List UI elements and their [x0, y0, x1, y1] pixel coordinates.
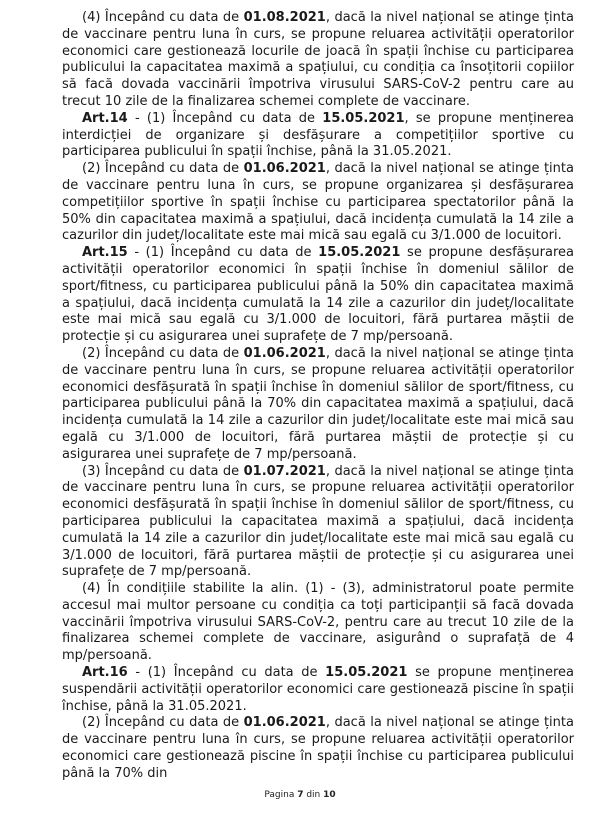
bold-text: Art.15 — [82, 245, 128, 261]
footer-page-number: 7 — [297, 790, 304, 800]
text-run: - (1) Începând cu data de — [127, 665, 326, 681]
footer-total-pages: 10 — [323, 790, 336, 800]
text-run: (4) Începând cu data de — [82, 10, 244, 25]
text-run: - (1) Începând cu data de — [127, 110, 323, 126]
text-run: , dacă la nivel național se atinge ținta de vaccinare pentru luna în curs, se propune reluarea activității operatorilor economici care gestionează locurile de joacă în spații închise cu participarea publicului la capacitatea maximă a spațiului, cu condiția ca însoțitorii copiilor să facă dovada vaccinării împotriva virusului SARS-CoV-2 pentru care au trecut 10 zile de la finalizarea schemei complete de vaccinare. — [62, 10, 574, 109]
document-body — [62, 10, 574, 783]
paragraph — [62, 10, 574, 111]
text-run: se propune desfășurarea activității operatorilor economici în spații închise în domeniul sălilor de sport/fitness, cu participarea publicului până la 50% din capacitatea maximă a spațiului, dacă incidența cumulată la 14 zile a cazurilor din județ/localitate este mai mică sau egală cu 3/1.000 de locuitori, fără purtarea măștii de protecție și cu asigurarea unei suprafețe de 7 mp/persoană. — [62, 245, 574, 345]
footer-prefix: Pagina — [264, 790, 298, 800]
paragraph — [62, 346, 574, 464]
text-run: - (1) Începând cu data de — [127, 245, 319, 261]
text-run: , dacă la nivel național se atinge ținta de vaccinare pentru luna în curs, se propune reluarea activității operatorilor economici desfășurată în spații închise în domeniul sălilor de sport/fitness, cu participarea publicului până la 70% din capacitatea maximă a spațiului, dacă incidența cumulată la 14 zile a cazurilor din județ/localitate este mai mică sau egală cu 3/1.000 de locuitori, fără purtarea măștii de protecție și cu asigurarea unei suprafețe de 7 mp/persoană. — [62, 345, 574, 462]
bold-text: 01.06.2021 — [243, 161, 326, 177]
bold-text: 01.06.2021 — [243, 715, 326, 731]
paragraph — [62, 161, 574, 245]
text-run: (3) Începând cu data de — [82, 463, 244, 479]
text-run: , dacă la nivel național se atinge ținta de vaccinare pentru luna în curs, se propune organizarea și desfășurarea competițiilor sportive în spații închise cu participarea spectatorilor până la 50% din capacitatea maximă a spațiului, dacă incidența cumulată la 14 zile a cazurilor din județ/localitate este mai mică sau egală cu 3/1.000 de locuitori. — [62, 161, 574, 244]
bold-text: 15.05.2021 — [325, 665, 408, 681]
text-run: (2) Începând cu data de — [82, 715, 244, 731]
text-run: se propune menținerea suspendării activității operatorilor economici care gestionează piscine în spații închise, până la 31.05.2021. — [62, 665, 574, 714]
text-run: , se propune menținerea interdicției de organizare și desfășurare a competițiilor sportive cu participarea publicului în spații închise, până la 31.05.2021. — [62, 110, 574, 160]
paragraph — [62, 665, 574, 715]
text-run: , dacă la nivel național se atinge ținta de vaccinare pentru luna în curs, se propune reluarea activității operatorilor economici desfășurată în spații închise în domeniul sălilor de sport/fitness, cu participarea publicului la capacitatea maximă a spațiului, dacă incidența cumulată la 14 zile a cazurilor din județ/localitate este mai mică sau egală cu 3/1.000 de locuitori, fără purtarea măștii de protecție și cu asigurarea unei suprafețe de 7 mp/persoană. — [62, 463, 574, 580]
paragraph — [62, 581, 574, 665]
text-run: , dacă la nivel național se atinge ținta de vaccinare pentru luna în curs, se propune reluarea activității operatorilor economici care gestionează piscine în spații închise cu participarea publicului până la 70% din — [62, 715, 574, 781]
paragraph — [62, 464, 574, 582]
text-run: (4) În condițiile stabilite la alin. (1) - (3), administratorul poate permite accesul mai multor persoane cu condiția ca toți participanții să facă dovada vaccinării împotriva virusului SARS-CoV-2, pentru care au trecut 10 zile de la finalizarea schemei complete de vaccinare, asigurând o suprafață de 4 mp/persoană. — [62, 581, 574, 664]
bold-text: 01.07.2021 — [243, 463, 326, 479]
footer-middle: din — [303, 790, 324, 800]
bold-text: Art.14 — [82, 110, 128, 126]
page-footer — [0, 790, 600, 800]
bold-text: 15.05.2021 — [318, 245, 401, 261]
text-run: (2) Începând cu data de — [82, 161, 244, 177]
paragraph — [62, 245, 574, 346]
bold-text: 01.08.2021 — [243, 10, 326, 25]
paragraph — [62, 111, 574, 161]
text-run: (2) Începând cu data de — [82, 345, 244, 361]
paragraph — [62, 715, 574, 782]
bold-text: Art.16 — [82, 665, 128, 681]
bold-text: 01.06.2021 — [243, 345, 326, 361]
bold-text: 15.05.2021 — [322, 110, 405, 126]
